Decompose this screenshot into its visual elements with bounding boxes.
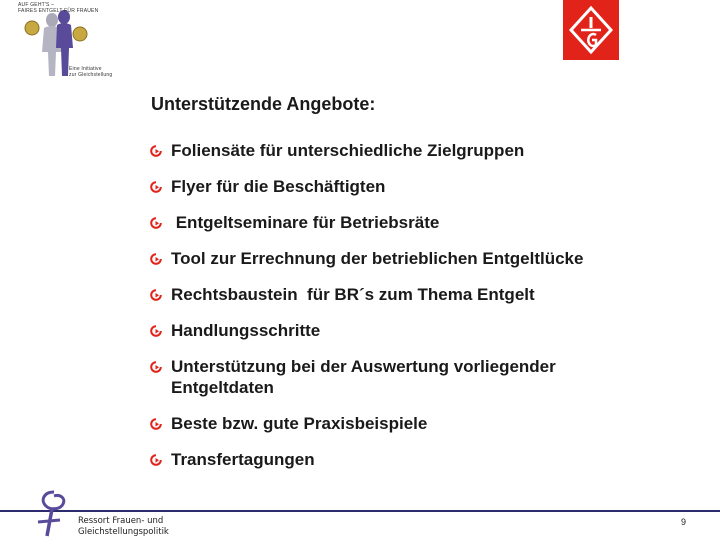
slide-title: Unterstützende Angebote: bbox=[151, 94, 376, 114]
arrow-circle-icon bbox=[150, 217, 162, 229]
list-item bbox=[150, 176, 690, 212]
list-item bbox=[150, 212, 690, 248]
arrow-circle-icon bbox=[150, 145, 162, 157]
list-item bbox=[150, 248, 690, 284]
bullet-text: Foliensäte für unterschiedliche Zielgruppen bbox=[171, 141, 525, 160]
bullet-text: Beste bzw. gute Praxisbeispiele bbox=[171, 414, 428, 433]
page-number: 9 bbox=[681, 517, 687, 527]
campaign-logo-line3: Eine Initiative bbox=[69, 66, 102, 72]
footer-divider bbox=[0, 510, 720, 512]
campaign-logo-line2: FAIRES ENTGELT FÜR FRAUEN bbox=[18, 8, 99, 14]
arrow-circle-icon bbox=[150, 325, 162, 337]
bullet-list bbox=[150, 140, 690, 485]
list-item bbox=[150, 140, 690, 176]
arrow-circle-icon bbox=[150, 253, 162, 265]
bullet-text: Rechtsbaustein für BR´s zum Thema Entgelt bbox=[171, 285, 535, 304]
list-item bbox=[150, 356, 690, 413]
list-item bbox=[150, 320, 690, 356]
bullet-text: Transfertagungen bbox=[171, 450, 315, 469]
list-item bbox=[150, 284, 690, 320]
list-item bbox=[150, 449, 690, 485]
campaign-logo bbox=[6, 0, 116, 80]
footer-dept-line2: Gleichstellungspolitik bbox=[78, 527, 169, 537]
arrow-circle-icon bbox=[150, 361, 162, 373]
campaign-logo-line1: AUF GEHT'S – bbox=[18, 2, 55, 8]
list-item bbox=[150, 413, 690, 449]
arrow-circle-icon bbox=[150, 289, 162, 301]
footer-dept-line1: Ressort Frauen- und bbox=[78, 516, 164, 526]
bullet-text: Handlungsschritte bbox=[171, 321, 321, 340]
bullet-text: Flyer für die Beschäftigten bbox=[171, 177, 386, 196]
arrow-circle-icon bbox=[150, 181, 162, 193]
ig-metall-logo bbox=[563, 0, 619, 60]
bullet-text: Unterstützung bei der Auswertung vorliegender Entgeltdaten bbox=[171, 357, 556, 397]
venus-symbol-icon bbox=[30, 488, 78, 540]
arrow-circle-icon bbox=[150, 454, 162, 466]
bullet-text: Entgeltseminare für Betriebsräte bbox=[171, 213, 440, 232]
bullet-text: Tool zur Errechnung der betrieblichen Entgeltlücke bbox=[171, 249, 584, 268]
arrow-circle-icon bbox=[150, 418, 162, 430]
footer-department bbox=[78, 516, 169, 538]
campaign-logo-line4: zur Gleichstellung bbox=[69, 72, 113, 78]
